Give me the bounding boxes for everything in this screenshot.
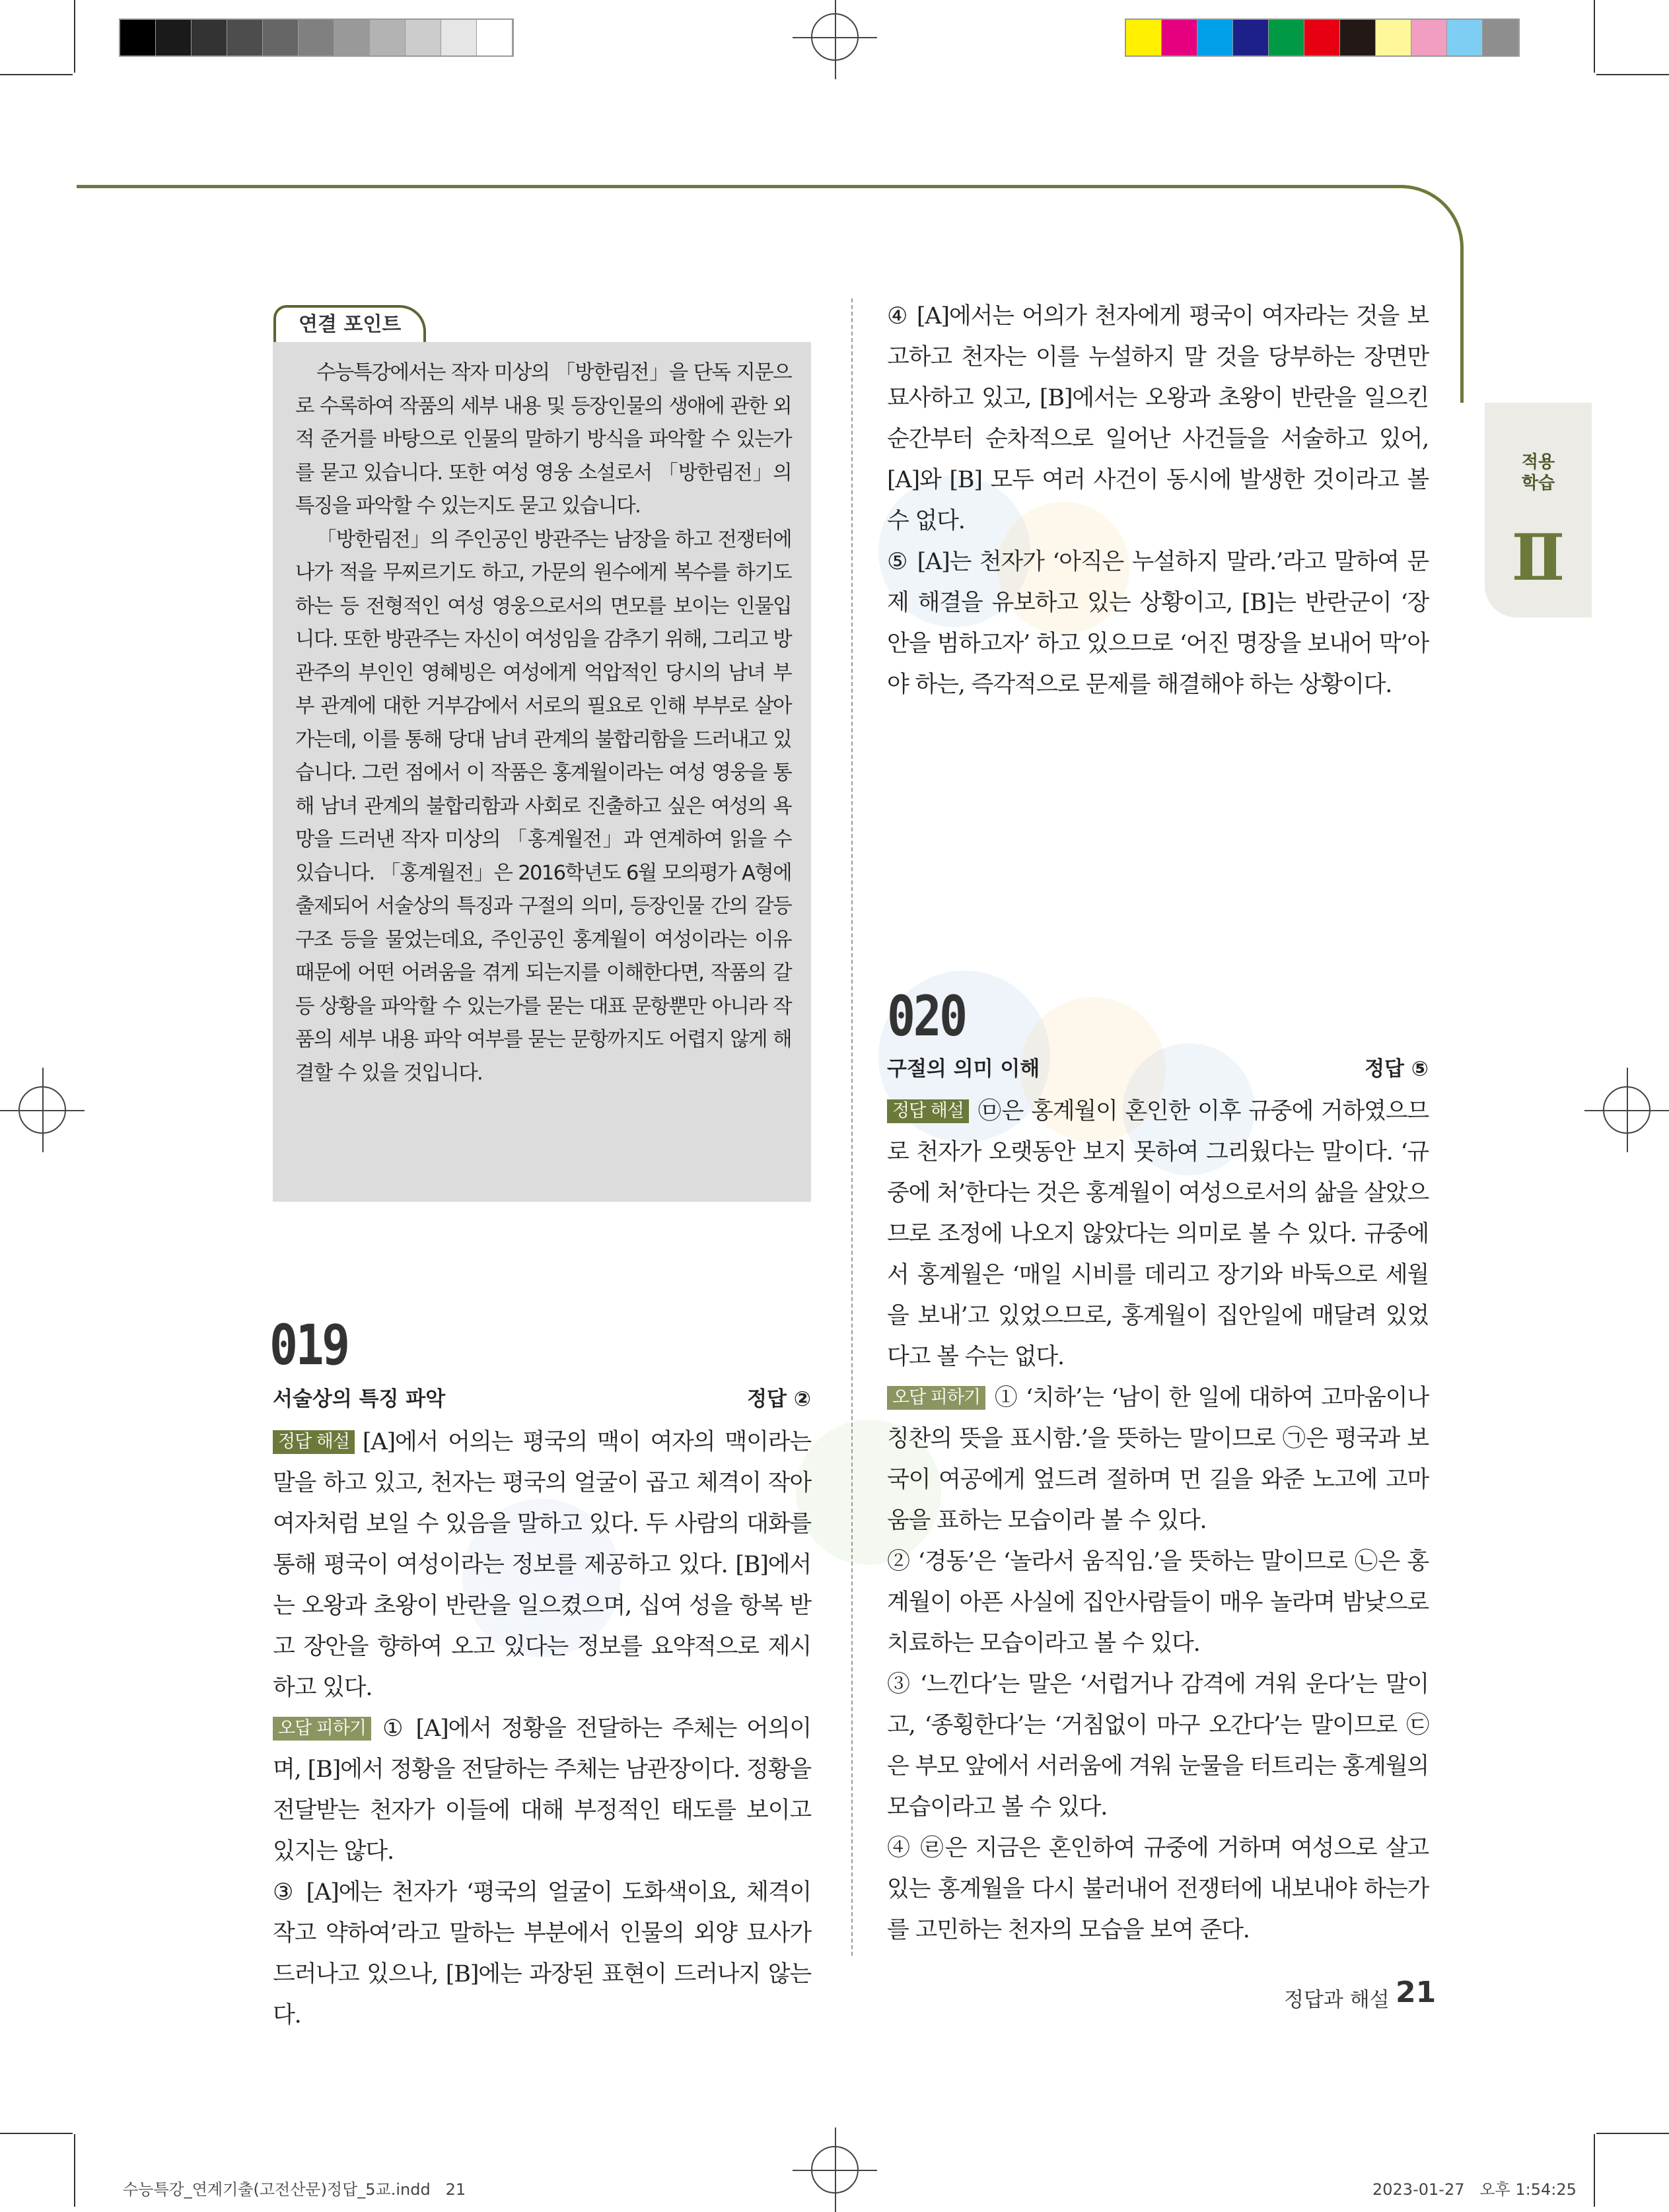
wrong-option-3: ③ ‘느낀다’는 말은 ‘서럽거나 감격에 겨워 운다’는 말이고, ‘종횡한다’는 ‘거침없이 마구 오간다’는 말이므로 ㉢은 부모 앞에서 서러움에 겨워 눈물을 터트리는 홍계월의 모습이라고 볼 수 있다. (887, 1671, 1429, 1820)
swatch (1197, 20, 1233, 55)
correct-badge: 정답 해설 (273, 1430, 355, 1454)
correct-explanation (887, 1091, 1429, 1377)
slug-timestamp: 2023-01-27 오후 1:54:25 (1372, 2180, 1577, 2199)
swatch (263, 20, 299, 55)
wrong-option-1: ① ‘치하’는 ‘남이 한 일에 대하여 고마움이나 칭찬의 뜻을 표시함.’을 뜻하는 말이므로 ㉠은 평국과 보국이 여공에게 엎드려 절하며 먼 길을 와준 노고에 고마움을 표하는 모습이라 볼 수 있다. (887, 1385, 1429, 1534)
wrong-badge: 오답 피하기 (273, 1717, 371, 1741)
swatch (227, 20, 263, 55)
registration-mark-top (811, 13, 859, 61)
question-number-020: 020 (887, 984, 966, 1049)
question-header-019 (273, 1382, 811, 1411)
process-color-swatches (1125, 18, 1520, 57)
wrong-option-5: ⑤ [A]는 천자가 ‘아직은 누설하지 말라.’라고 말하여 문제 해결을 유보하고 있는 상황이고, [B]는 반란군이 ‘장안을 범하고자’ 하고 있으므로 ‘어진 명장을 보내어 막’아야 하는, 즉각적으로 문제를 해결해야 하는 상황이다. (887, 549, 1429, 698)
correct-text: [A]에서 어의는 평국의 맥이 여자의 맥이라는 말을 하고 있고, 천자는 평국의 얼굴이 곱고 체격이 작아 여자처럼 보일 수 있음을 말하고 있다. 두 사람의 대화를 통해 평국이 여성이라는 정보를 제공하고 있다. [B]에서는 오왕과 초왕이 반란을 일으켰으며, 십여 성을 항복 받고 장안을 향하여 오고 있다는 정보를 요약적으로 제시하고 있다. (273, 1429, 811, 1701)
wrong-option-1: ① [A]에서 정황을 전달하는 주체는 어의이며, [B]에서 정황을 전달하는 주체는 남관장이다. 정황을 전달받는 천자가 이들에 대해 부정적인 태도를 보이고 있지는 않다. (273, 1715, 811, 1865)
crop-mark (0, 2133, 73, 2134)
swatch (334, 20, 370, 55)
registration-mark-left (18, 1086, 66, 1134)
swatch (1304, 20, 1340, 55)
question-header-020 (887, 1052, 1429, 1081)
chapter-side-tab (1485, 403, 1592, 617)
link-point-paragraph-2: 「방한림전」의 주인공인 방관주는 남장을 하고 전쟁터에 나가 적을 무찌르기도 하고, 가문의 원수에게 복수를 하기도 하는 등 전형적인 여성 영웅으로서의 면모를 보이는 인물입니다. 또한 방관주는 자신이 여성임을 감추기 위해, 그리고 방관주의 부인인 영혜빙은 여성에게 억압적인 당시의 남녀 부부 관계에 대한 거부감에서 서로의 필요로 인해 부부로 살아가는데, 이를 통해 당대 남녀 관계의 불합리함을 드러내고 있습니다. 그런 점에서 이 작품은 홍계월이라는 여성 영웅을 통해 남녀 관계의 불합리함과 사회로 진출하고 싶은 여성의 욕망을 드러낸 작자 미상의 「홍계월전」과 연계하여 읽을 수 있습니다. 「홍계월전」은 2016학년도 6월 모의평가 A형에 출제되어 서술상의 특징과 구절의 의미, 등장인물 간의 갈등 구조 등을 물었는데요, 주인공인 홍계월이 여성이라는 이유 때문에 어떤 어려움을 겪게 되는지를 이해한다면, 작품의 갈등 상황을 파악할 수 있는가를 묻는 대표 문항뿐만 아니라 작품의 세부 내용 파악 여부를 묻는 문항까지도 어렵지 않게 해결할 수 있을 것입니다. (295, 528, 791, 1085)
crop-mark (1594, 0, 1595, 73)
registration-mark-right (1603, 1086, 1651, 1134)
correct-explanation (273, 1422, 811, 1708)
correct-badge: 정답 해설 (887, 1099, 969, 1123)
header-rule (77, 185, 1464, 262)
swatch (370, 20, 406, 55)
swatch (156, 20, 192, 55)
swatch (1269, 20, 1304, 55)
crop-mark (1596, 74, 1669, 75)
page-number: 21 (1396, 1976, 1437, 2009)
crop-mark (74, 2134, 75, 2207)
grayscale-swatches (119, 18, 514, 57)
explanation-019-left (273, 1422, 811, 2036)
question-title: 구절의 의미 이해 (887, 1057, 1040, 1081)
wrong-badge: 오답 피하기 (887, 1386, 985, 1410)
swatch (1126, 20, 1162, 55)
column-divider (851, 298, 853, 1956)
header-rule-vertical (1460, 258, 1464, 403)
swatch (406, 20, 441, 55)
crop-mark (1594, 2134, 1595, 2207)
footer-label: 정답과 해설 (1284, 1988, 1390, 2012)
explanation-019-right (887, 296, 1429, 705)
swatch (1340, 20, 1376, 55)
wrong-option-4-para (887, 1828, 1429, 1951)
swatch (192, 20, 227, 55)
chapter-tab-numeral: Ⅱ (1511, 520, 1565, 595)
swatch (441, 20, 477, 55)
question-title: 서술상의 특징 파악 (273, 1387, 446, 1411)
crop-mark (1596, 2133, 1669, 2134)
wrong-option-3-start (273, 1872, 811, 2036)
chapter-tab-label (1485, 452, 1592, 494)
crop-mark (74, 0, 75, 73)
swatch (477, 20, 513, 55)
chapter-tab-label-line2: 학습 (1521, 473, 1555, 493)
correct-text: ㉤은 홍계월이 혼인한 이후 규중에 거하였으므로 천자가 오랫동안 보지 못하여 그리웠다는 말이다. ‘규중에 처’한다는 것은 홍계월이 여성으로서의 삶을 살았으므로 조정에 나오지 않았다는 의미로 볼 수 있다. 규중에서 홍계월은 ‘매일 시비를 데리고 장기와 바둑으로 세월을 보내’고 있었으므로, 홍계월이 집안일에 매달려 있었다고 볼 수는 없다. (887, 1098, 1429, 1370)
wrong-option-3-para (887, 1664, 1429, 1828)
swatch (1411, 20, 1447, 55)
registration-mark-bottom (811, 2146, 859, 2194)
link-point-box (273, 342, 811, 1202)
slug-filename: 수능특강_연계기출(고전산문)정답_5교.indd 21 (123, 2180, 466, 2199)
question-answer: 정답 ② (747, 1387, 811, 1411)
question-answer: 정답 ⑤ (1365, 1057, 1429, 1081)
swatch (1483, 20, 1518, 55)
wrong-option-3: ③ [A]에는 천자가 ‘평국의 얼굴이 도화색이요, 체격이 작고 약하여’라고 말하는 부분에서 인물의 외양 묘사가 드러나고 있으나, [B]에는 과장된 표현이 드러나지 않는다. (273, 1879, 811, 2028)
swatch (1376, 20, 1411, 55)
wrong-option-2: ② ‘경동’은 ‘놀라서 움직임.’을 뜻하는 말이므로 ㉡은 홍계월이 아픈 사실에 집안사람들이 매우 놀라며 밤낮으로 치료하는 모습이라고 볼 수 있다. (887, 1548, 1429, 1657)
wrong-explanation (273, 1708, 811, 1872)
link-point-title: 연결 포인트 (299, 313, 402, 336)
chapter-tab-label-line1: 적용 (1521, 452, 1555, 472)
swatch (120, 20, 156, 55)
wrong-option-5-para (887, 541, 1429, 705)
swatch (1447, 20, 1483, 55)
question-number-019: 019 (269, 1313, 348, 1377)
wrong-option-4-para (887, 296, 1429, 541)
swatch (299, 20, 334, 55)
link-point-tab (273, 305, 426, 342)
link-point-paragraph-1: 수능특강에서는 작자 미상의 「방한림전」을 단독 지문으로 수록하여 작품의 세부 내용 및 등장인물의 생애에 관한 외적 준거를 바탕으로 인물의 말하기 방식을 파악할 수 있는가를 묻고 있습니다. 또한 여성 영웅 소설로서 「방한림전」의 특징을 파악할 수 있는지도 묻고 있습니다. (295, 361, 791, 518)
swatch (1233, 20, 1269, 55)
wrong-option-4: ④ ㉣은 지금은 혼인하여 규중에 거하며 여성으로 살고 있는 홍계월을 다시 불러내어 전쟁터에 내보내야 하는가를 고민하는 천자의 모습을 보여 준다. (887, 1835, 1429, 1943)
wrong-explanation (887, 1377, 1429, 1541)
explanation-020 (887, 1091, 1429, 1951)
wrong-option-4: ④ [A]에서는 어의가 천자에게 평국이 여자라는 것을 보고하고 천자는 이를 누설하지 말 것을 당부하는 장면만 묘사하고 있고, [B]에서는 오왕과 초왕이 반란을 일으킨 순간부터 순차적으로 일어난 사건들을 서술하고 있어, [A]와 [B] 모두 여러 사건이 동시에 발생한 것이라고 볼 수 없다. (887, 303, 1429, 534)
swatch (1162, 20, 1197, 55)
crop-mark (0, 74, 73, 75)
wrong-option-2-para (887, 1541, 1429, 1664)
